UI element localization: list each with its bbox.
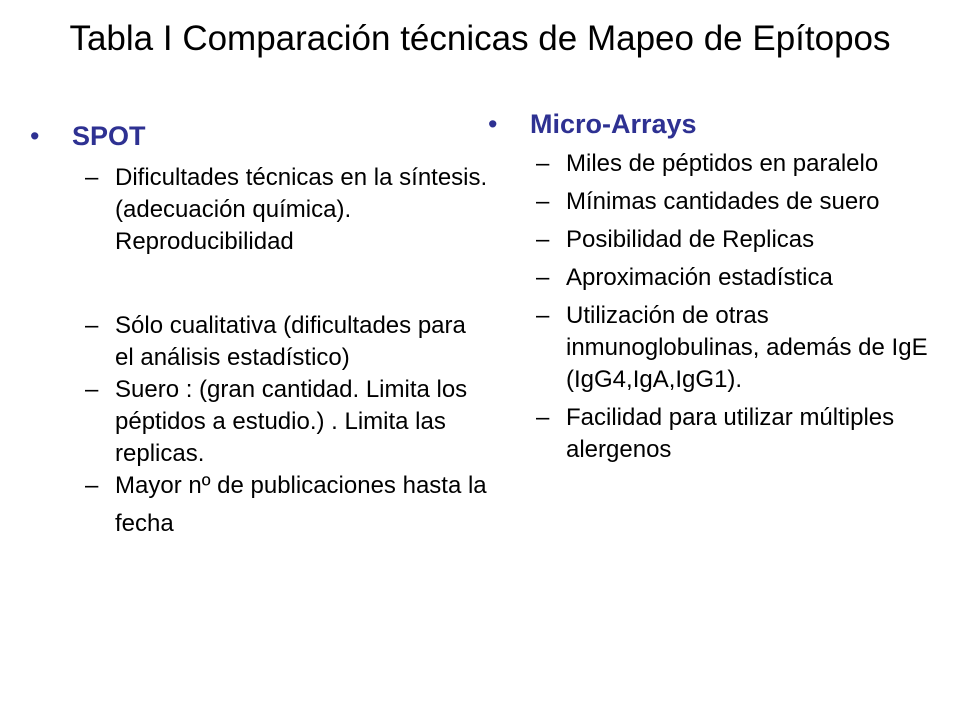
spot-heading-row	[30, 118, 490, 154]
dash-icon: –	[536, 150, 550, 177]
microarrays-item-text: Aproximación estadística	[566, 264, 833, 291]
spot-item-text: Dificultades técnicas en la síntesis. (adecuación química). Reproducibilidad	[115, 164, 488, 255]
microarrays-item-text: Utilización de otras inmunoglobulinas, además de IgE (IgG4,IgA,IgG1).	[566, 302, 928, 393]
spot-list-item	[85, 310, 490, 374]
bullet-icon: •	[30, 121, 40, 151]
microarrays-item-text: Miles de péptidos en paralelo	[566, 150, 879, 177]
microarrays-list-item	[536, 186, 928, 218]
microarrays-list-item	[536, 300, 928, 396]
bullet-icon: •	[488, 109, 498, 139]
slide-title: Tabla I Comparación técnicas de Mapeo de Epítopos	[69, 19, 891, 58]
spot-list-item	[85, 374, 490, 470]
microarrays-sub-list	[536, 148, 928, 466]
microarrays-list-item	[536, 402, 928, 466]
microarrays-heading: Micro-Arrays	[530, 109, 697, 139]
dash-icon: –	[85, 376, 99, 403]
spot-item-text: Sólo cualitativa (dificultades para el análisis estadístico)	[115, 312, 466, 371]
spot-column	[30, 118, 490, 543]
microarrays-heading-row	[488, 106, 928, 142]
microarrays-column	[488, 106, 928, 472]
spot-item-text: Mayor nº de publicaciones hasta la fecha	[115, 472, 487, 537]
dash-icon: –	[536, 404, 550, 431]
dash-icon: –	[85, 472, 99, 499]
dash-icon: –	[536, 302, 550, 329]
microarrays-item-text: Mínimas cantidades de suero	[566, 188, 880, 215]
dash-icon: –	[536, 188, 550, 215]
dash-icon: –	[536, 226, 550, 253]
dash-icon: –	[85, 312, 99, 339]
spot-list-item	[85, 470, 490, 543]
microarrays-item-text: Facilidad para utilizar múltiples alergenos	[566, 404, 895, 463]
spot-list-item	[85, 162, 490, 258]
dash-icon: –	[85, 164, 99, 191]
microarrays-list-item	[536, 262, 928, 294]
spot-heading: SPOT	[72, 121, 146, 151]
spot-item-text: Suero : (gran cantidad. Limita los péptidos a estudio.) . Limita las replicas.	[115, 376, 468, 467]
spot-sub-list	[85, 162, 490, 543]
microarrays-list-item	[536, 148, 928, 180]
microarrays-list-item	[536, 224, 928, 256]
microarrays-item-text: Posibilidad de Replicas	[566, 226, 815, 253]
dash-icon: –	[536, 264, 550, 291]
